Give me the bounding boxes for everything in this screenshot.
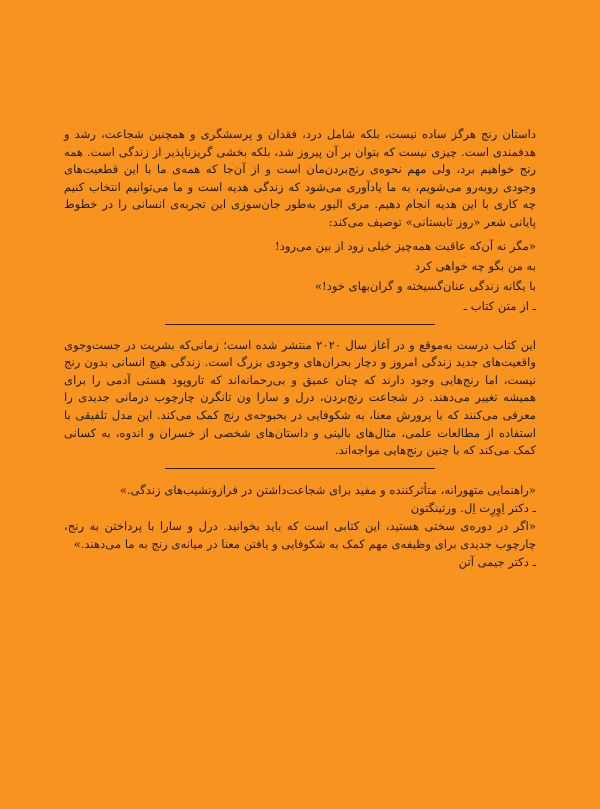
endorsement	[64, 481, 536, 517]
endorsement-quote: «اگر در دوره‌ی سختی هستید، این کتابی است که باید بخوانید. درل و سارا با پرداختن به رنج، چارچوب جدیدی برای وظیفه‌ی مهم کمک به شکوفایی و یافتن معنا در میانه‌ی رنج به ما می‌دهند.»	[64, 518, 536, 551]
endorsement	[64, 517, 536, 571]
book-blurb	[64, 337, 536, 460]
excerpt-paragraph: داستان رنج هرگز ساده نیست، بلکه شامل درد، فقدان و پرسشگری و همچنین شجاعت، رشد و هدفمندی است. چیزی نیست که بتوان بر آن پیروز شد، بلکه بخشی گریزناپذیر از زندگی است. همه رنج خواهیم برد، ولی مهم نحوه‌ی رنج‌بردن‌مان است و از آن‌جا که همه‌ی ما با این قطعیت‌های وجودی روبه‌رو می‌شویم، به ما یادآوری می‌شود که زندگی هدیه است و ما می‌توانیم انتخاب کنیم چه کاری با این هدیه انجام دهیم. مری الیور به‌طور جان‌سوزی این تجربه‌ی انسانی را در خطوط پایانی شعر «روز تابستانی» توصیف می‌کند:	[64, 127, 536, 229]
endorsement-attribution: ـ دکتر جیمی آتن	[458, 554, 536, 569]
poem-quote	[64, 236, 536, 296]
endorsement-quote: «راهنمایی متهورانه، متأثرکننده و مفید برای شجاعت‌داشتن در فرازونشیب‌های زندگی.»	[119, 482, 536, 497]
excerpt-block	[64, 126, 536, 316]
poem-line: به من بگو چه خواهی کرد	[414, 258, 536, 273]
blurb-text: این کتاب درست به‌موقع و در آغاز سال ۲۰۲۰ منتشر شده است؛ زمانی‌که بشریت در جست‌وجوی واقعیت‌های جدید زندگی امروز و دچار بحران‌های وجودی بزرگ است. زندگی هیچ انسانی بدون رنج نیست، اما رنج‌هایی وجود دارند که چنان عمیق و بی‌رحمانه‌اند که تارو‌پود هستی آدمی را برای همیشه تغییر می‌دهند. در شجاعت رنج‌بردن، درل و سارا ون تانگرن چارچوب درمانی جدیدی را معرفی می‌کنند که با پرورش معنا، به شکوفایی در بحبوحه‌ی رنج کمک می‌کند. این مدل تلفیقی با استفاده از مطالعات علمی، مثال‌های بالینی و داستان‌های شخصی از خسران و اندوه، به کسانی کمک می‌کند که با چنین رنج‌هایی مواجه‌اند.	[64, 337, 536, 458]
divider-line	[165, 324, 435, 325]
endorsement-attribution: ـ دکتر اِوِرِت اِل. ورتینگتون	[410, 500, 536, 515]
excerpt-source: ـ از متن کتاب ـ	[463, 298, 536, 313]
poem-line: با یگانه زندگی عنان‌گسیخته و گران‌بهای خود!»	[314, 278, 536, 293]
divider-line	[165, 468, 435, 469]
poem-line: «مگر نه آن‌که عاقبت همه‌چیز خیلی زود از بین می‌رود!	[275, 238, 536, 253]
